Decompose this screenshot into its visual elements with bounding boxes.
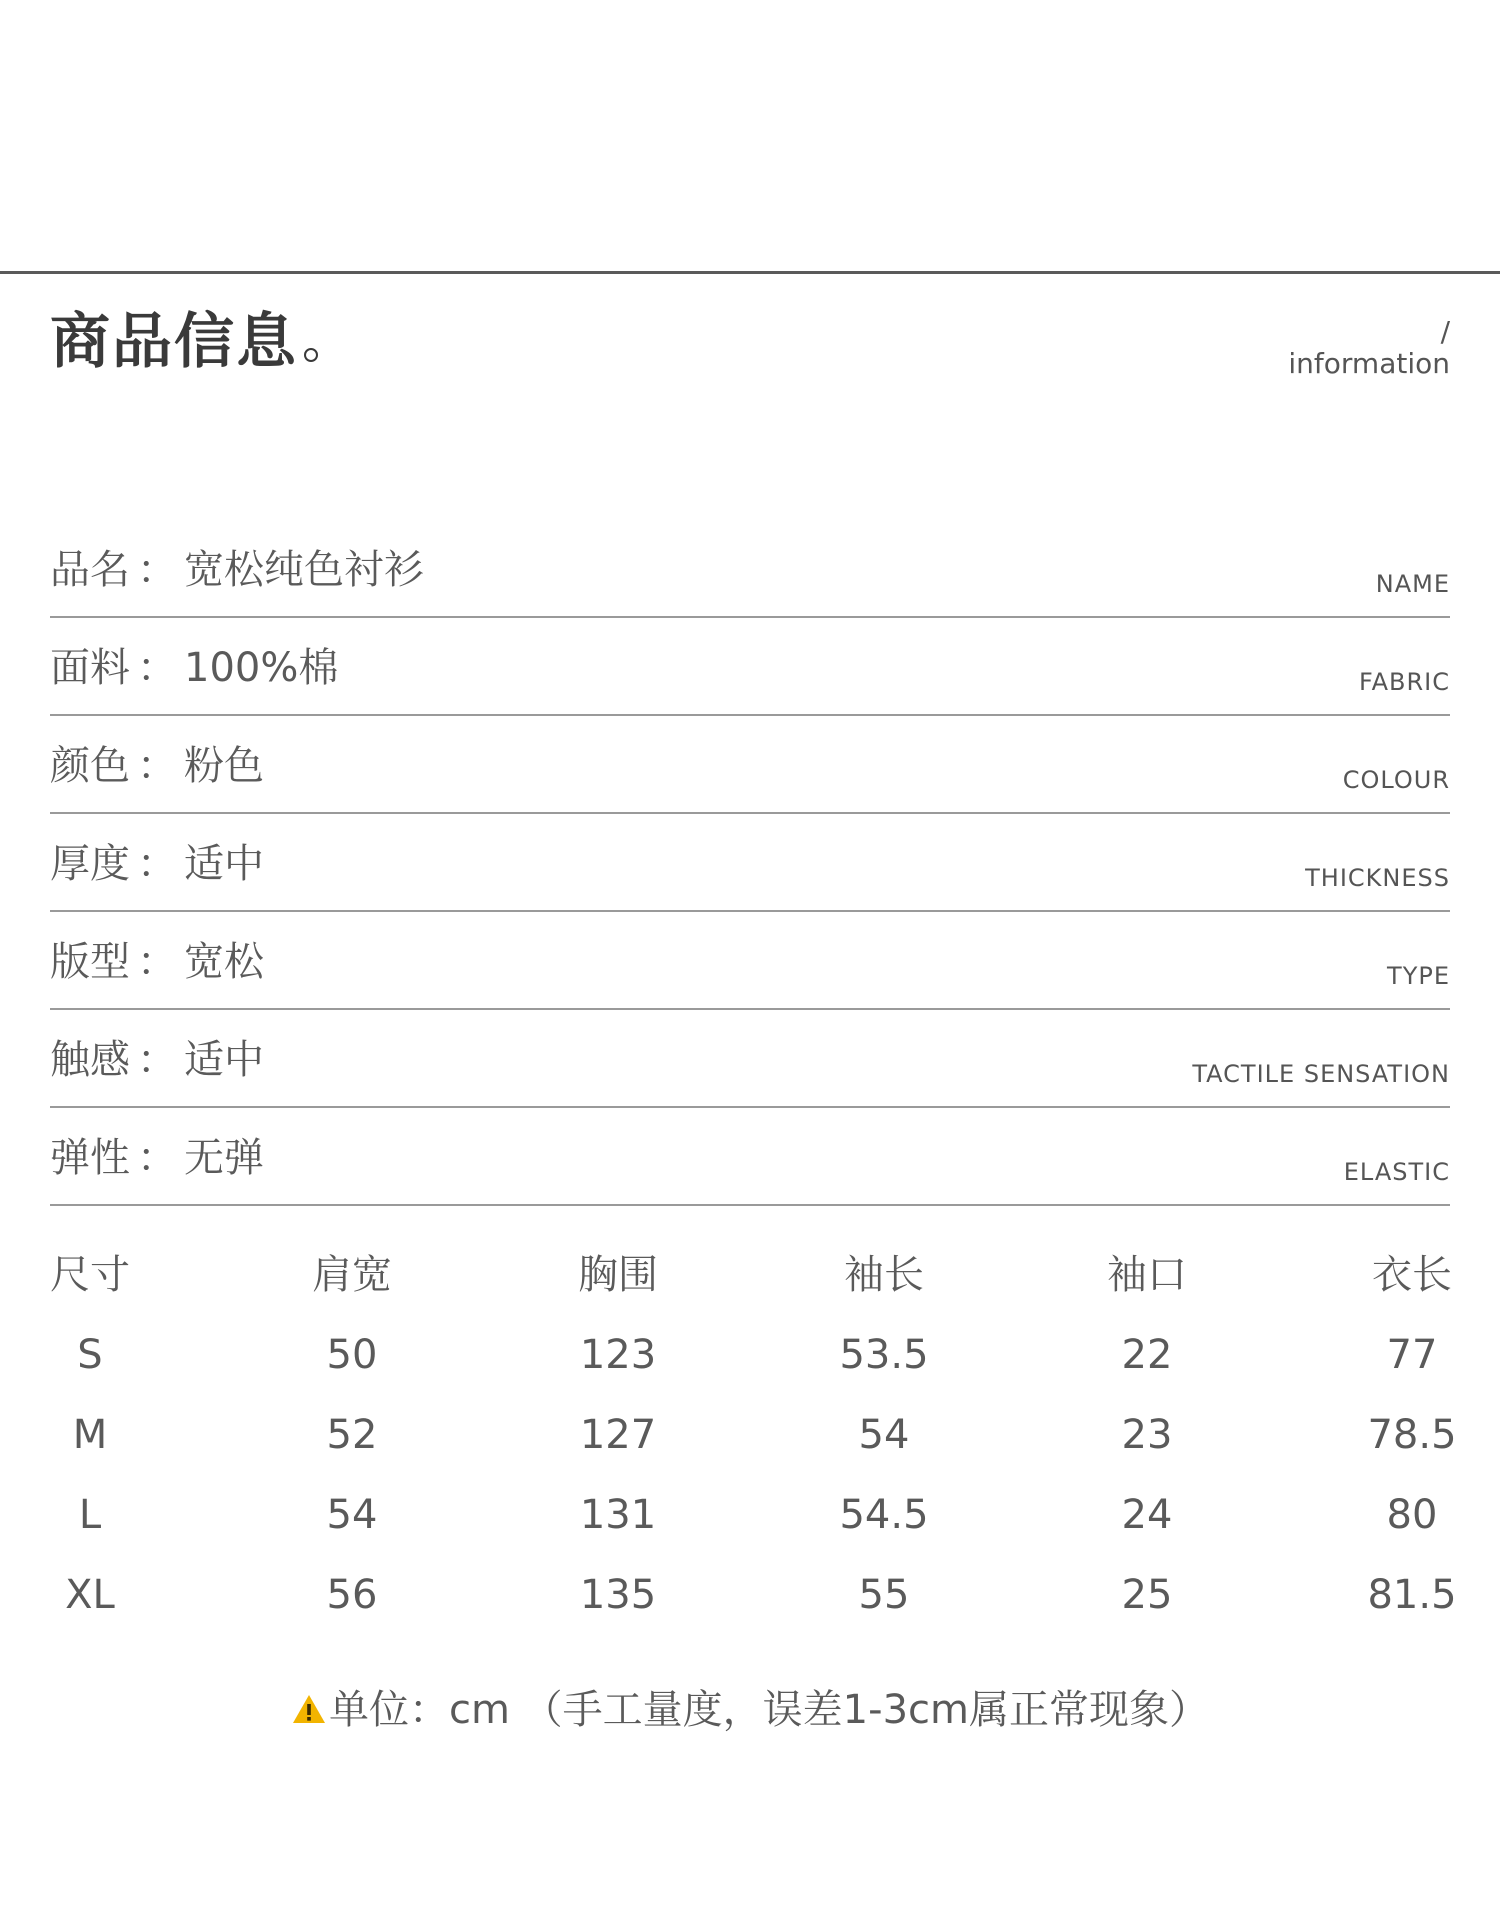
size-cell: M xyxy=(72,1412,108,1458)
size-header-cell: 肩宽 xyxy=(312,1252,392,1298)
spec-row-colour xyxy=(50,718,1450,814)
spec-colon: ： xyxy=(137,939,177,985)
spec-colon: ： xyxy=(137,1037,177,1083)
size-cell: 53.5 xyxy=(839,1332,929,1378)
size-row-s xyxy=(50,1321,1450,1401)
spec-label: 颜色 xyxy=(50,743,130,789)
size-header-cell: 袖口 xyxy=(1107,1252,1187,1298)
spec-label-en: TACTILE SENSATION xyxy=(1192,1060,1450,1088)
size-row-m xyxy=(50,1401,1457,1481)
size-cell: 54.5 xyxy=(839,1492,929,1538)
spec-label: 弹性 xyxy=(50,1135,130,1181)
spec-row-tactile xyxy=(50,1012,1450,1108)
spec-colon: ： xyxy=(137,841,177,887)
spec-value: 适中 xyxy=(184,841,264,887)
title-subtitle-en: information xyxy=(1288,347,1450,380)
size-cell: 22 xyxy=(1121,1332,1173,1378)
size-cell: 25 xyxy=(1121,1572,1173,1618)
spec-label-en: ELASTIC xyxy=(1343,1158,1450,1186)
size-header-cell: 袖长 xyxy=(844,1252,924,1298)
size-cell: 50 xyxy=(326,1332,378,1378)
spec-label: 品名 xyxy=(50,547,130,593)
size-cell: 24 xyxy=(1121,1492,1173,1538)
page-title xyxy=(50,307,318,377)
page-title-text: 商品信息 xyxy=(50,307,298,377)
spec-colon: ： xyxy=(137,547,177,593)
spec-label: 面料 xyxy=(50,645,130,691)
size-cell: XL xyxy=(65,1572,115,1618)
spec-value: 无弹 xyxy=(184,1135,264,1181)
size-cell: 131 xyxy=(579,1492,657,1538)
title-info xyxy=(1288,315,1450,380)
spec-value: 宽松纯色衬衫 xyxy=(184,547,424,593)
spec-colon: ： xyxy=(137,743,177,789)
size-header-cell: 尺寸 xyxy=(50,1252,130,1298)
size-cell: L xyxy=(78,1492,102,1538)
size-cell: 135 xyxy=(579,1572,657,1618)
size-cell: 55 xyxy=(858,1572,910,1618)
footnote xyxy=(0,1687,1500,1733)
title-slash: / xyxy=(1440,315,1450,348)
size-cell: 77 xyxy=(1386,1332,1438,1378)
size-cell: 123 xyxy=(579,1332,657,1378)
spec-value: 粉色 xyxy=(184,743,264,789)
size-cell: 23 xyxy=(1121,1412,1173,1458)
spec-value: 100%棉 xyxy=(184,645,339,691)
size-header-cell: 衣长 xyxy=(1372,1252,1452,1298)
spec-row-thickness xyxy=(50,816,1450,912)
size-cell: 80 xyxy=(1386,1492,1438,1538)
size-header-cell: 胸围 xyxy=(578,1252,658,1298)
spec-row-type xyxy=(50,914,1450,1010)
top-divider xyxy=(0,271,1500,274)
size-cell: 54 xyxy=(858,1412,910,1458)
spec-label: 厚度 xyxy=(50,841,130,887)
spec-row-fabric xyxy=(50,620,1450,716)
warning-icon xyxy=(291,1692,327,1724)
spec-label-en: TYPE xyxy=(1387,962,1450,990)
spec-label-en: THICKNESS xyxy=(1305,864,1450,892)
spec-colon: ： xyxy=(137,645,177,691)
spec-row-elastic xyxy=(50,1110,1450,1206)
spec-label: 版型 xyxy=(50,939,130,985)
size-row-xl xyxy=(50,1561,1457,1641)
spec-label-en: COLOUR xyxy=(1342,766,1450,794)
size-cell: 78.5 xyxy=(1367,1412,1457,1458)
size-cell: 56 xyxy=(326,1572,378,1618)
size-cell: 54 xyxy=(326,1492,378,1538)
size-row-l xyxy=(50,1481,1450,1561)
title-period-mark xyxy=(304,348,318,362)
size-table xyxy=(50,1235,1457,1641)
size-cell: 127 xyxy=(579,1412,657,1458)
footnote-text: 单位：cm （手工量度，误差1-3cm属正常现象） xyxy=(329,1687,1209,1733)
size-cell: 52 xyxy=(326,1412,378,1458)
spec-value: 适中 xyxy=(184,1037,264,1083)
spec-label-en: FABRIC xyxy=(1359,668,1450,696)
spec-label: 触感 xyxy=(50,1037,130,1083)
spec-value: 宽松 xyxy=(184,939,264,985)
size-table-header xyxy=(50,1235,1450,1321)
spec-row-name xyxy=(50,522,1450,618)
size-cell: S xyxy=(77,1332,103,1378)
spec-colon: ： xyxy=(137,1135,177,1181)
size-cell: 81.5 xyxy=(1367,1572,1457,1618)
spec-label-en: NAME xyxy=(1375,570,1450,598)
spec-list xyxy=(50,522,1450,1208)
